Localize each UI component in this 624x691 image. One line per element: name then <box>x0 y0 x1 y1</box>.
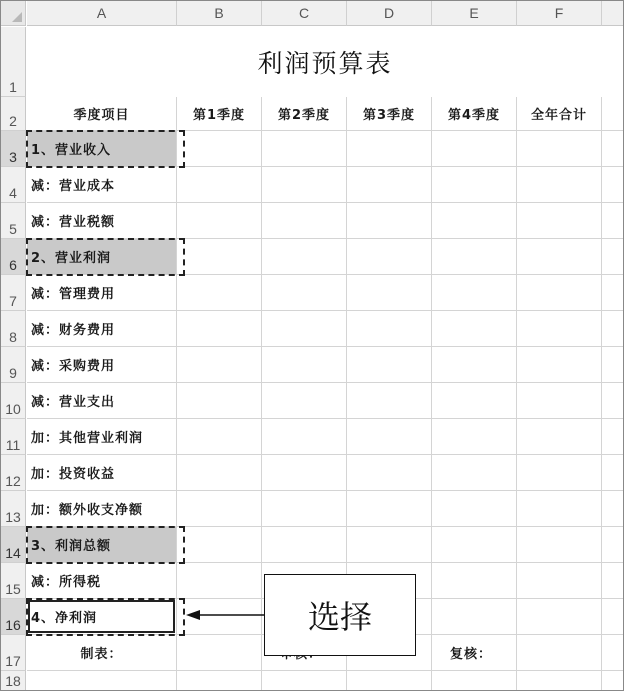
gridline <box>431 97 432 690</box>
annotation-callout: 选择 <box>264 574 416 656</box>
item-cell-a4[interactable]: 减：营业成本 <box>31 179 116 194</box>
row-header-12[interactable]: 12 <box>1 455 26 491</box>
footer-checker[interactable]: 复核： <box>450 647 493 662</box>
selection-marquee <box>26 526 185 564</box>
row-header-3[interactable]: 3 <box>1 131 26 167</box>
row-header-15[interactable]: 15 <box>1 563 26 599</box>
row-header-2[interactable]: 2 <box>1 97 26 131</box>
row-header-16[interactable]: 16 <box>1 599 26 635</box>
row-header-9[interactable]: 9 <box>1 347 26 383</box>
column-header-c[interactable]: C <box>262 1 347 26</box>
row-header-4[interactable]: 4 <box>1 167 26 203</box>
item-cell-a9[interactable]: 减：采购费用 <box>31 359 116 374</box>
item-cell-a11[interactable]: 加：其他营业利润 <box>31 431 144 446</box>
item-cell-a15[interactable]: 减：所得税 <box>31 575 102 590</box>
header-cell-q2[interactable]: 第2季度 <box>277 108 331 123</box>
column-header-f[interactable]: F <box>517 1 602 26</box>
item-cell-a10[interactable]: 减：营业支出 <box>31 395 116 410</box>
item-cell-a16[interactable]: 4、净利润 <box>31 611 98 626</box>
gridline <box>27 670 623 671</box>
row-header-14[interactable]: 14 <box>1 527 26 563</box>
footer-maker[interactable]: 制表： <box>80 647 123 662</box>
selection-marquee <box>26 238 185 276</box>
item-cell-a3[interactable]: 1、营业收入 <box>31 143 112 158</box>
item-cell-a7[interactable]: 减：管理费用 <box>31 287 116 302</box>
item-cell-a14[interactable]: 3、利润总额 <box>31 539 112 554</box>
item-cell-a13[interactable]: 加：额外收支净额 <box>31 503 144 518</box>
column-header-b[interactable]: B <box>177 1 262 26</box>
selection-marquee <box>26 598 185 636</box>
row-header-17[interactable]: 17 <box>1 635 26 671</box>
row-header-5[interactable]: 5 <box>1 203 26 239</box>
row-header-10[interactable]: 10 <box>1 383 26 419</box>
header-cell-item[interactable]: 季度项目 <box>73 108 130 123</box>
selection-marquee <box>26 130 185 168</box>
row-header-8[interactable]: 8 <box>1 311 26 347</box>
header-cell-q4[interactable]: 第4季度 <box>447 108 501 123</box>
header-cell-total[interactable]: 全年合计 <box>530 108 587 123</box>
gridline <box>261 97 262 690</box>
column-header-a[interactable]: A <box>27 1 177 26</box>
item-cell-a5[interactable]: 减：营业税额 <box>31 215 116 230</box>
header-cell-q3[interactable]: 第3季度 <box>362 108 416 123</box>
select-all-corner[interactable] <box>1 1 26 26</box>
item-cell-a6[interactable]: 2、营业利润 <box>31 251 112 266</box>
row-header-6[interactable]: 6 <box>1 239 26 275</box>
select-all-triangle-icon <box>12 12 22 22</box>
row-header-13[interactable]: 13 <box>1 491 26 527</box>
gridline <box>516 97 517 690</box>
row-header-7[interactable]: 7 <box>1 275 26 311</box>
gridline <box>601 27 602 690</box>
item-cell-a8[interactable]: 减：财务费用 <box>31 323 116 338</box>
column-header-e[interactable]: E <box>432 1 517 26</box>
item-cell-a12[interactable]: 加：投资收益 <box>31 467 116 482</box>
row-header-18[interactable]: 18 <box>1 671 26 690</box>
column-header-overflow[interactable] <box>602 1 623 26</box>
column-header-d[interactable]: D <box>347 1 432 26</box>
row-header-1[interactable]: 1 <box>1 27 26 97</box>
header-cell-q1[interactable]: 第1季度 <box>192 108 246 123</box>
row-header-11[interactable]: 11 <box>1 419 26 455</box>
sheet-title[interactable]: 利润预算表 <box>27 27 623 97</box>
